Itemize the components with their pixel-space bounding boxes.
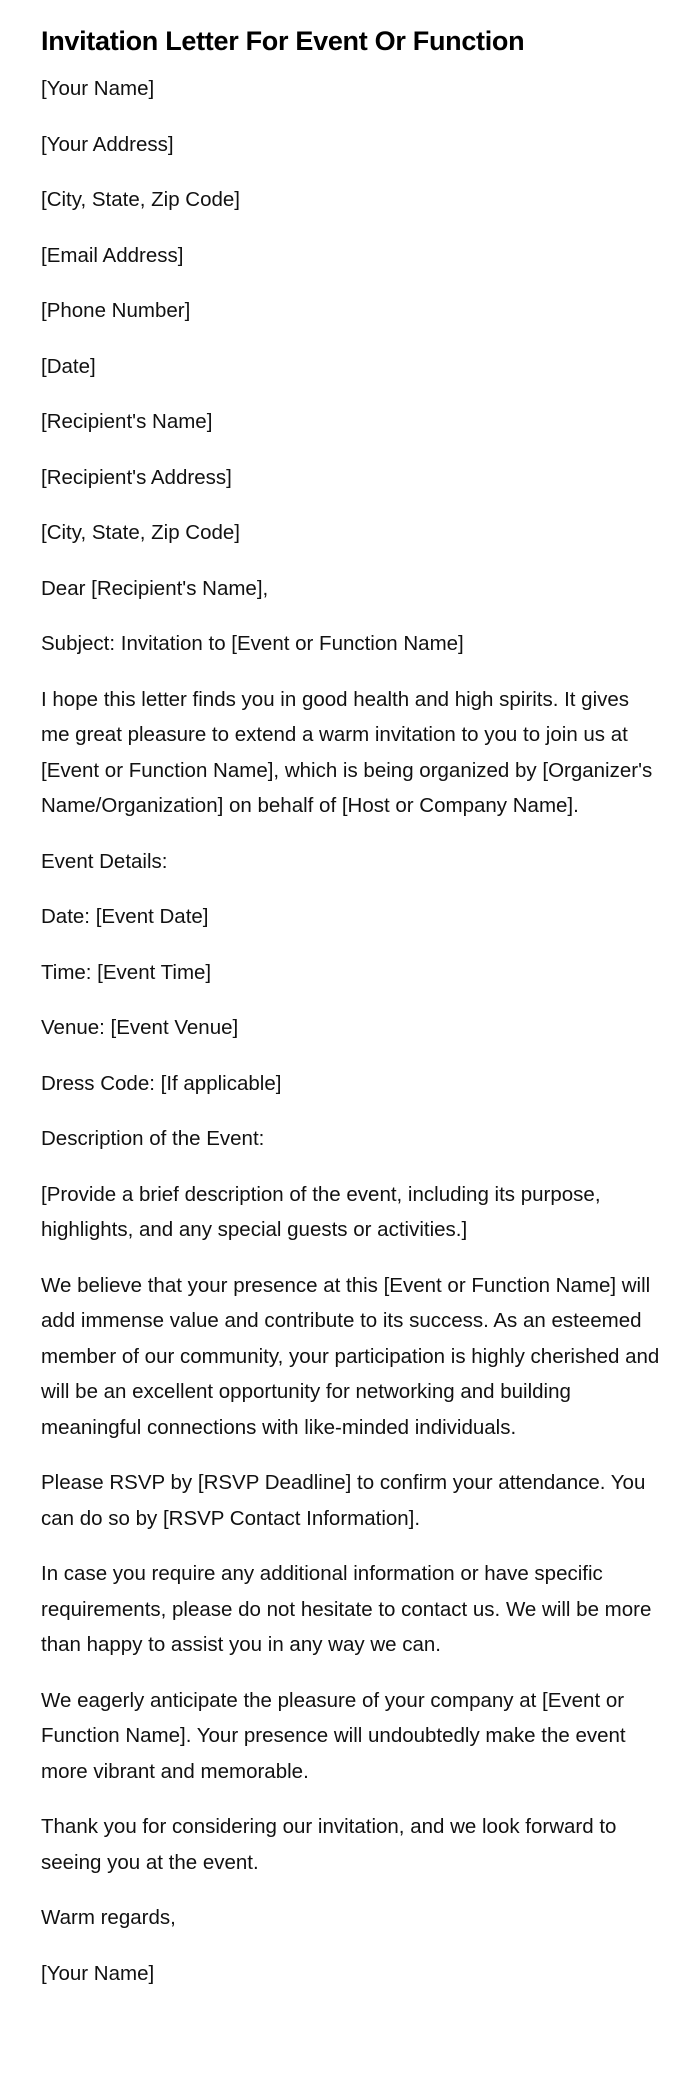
signature-name: [Your Name]: [41, 1961, 155, 1985]
recipient-name: [Recipient's Name]: [41, 410, 213, 433]
sender-address: [Your Address]: [41, 132, 174, 156]
sender-name: [Your Name]: [41, 77, 155, 100]
event-description: [Provide a brief description of the event, including its purpose, highlights, and any special guests or activities.]: [41, 1182, 601, 1241]
recipient-address: [Recipient's Address]: [41, 465, 232, 489]
body-paragraph: I hope this letter finds you in good health and high spirits. It gives me great pleasure to extend a warm invitation to you to join us at [Event or Function Name], which is being organized by [Organizer's Name/Organization] on behalf of [Host or Company Name].: [41, 687, 653, 817]
body-paragraph: We eagerly anticipate the pleasure of your company at [Event or Function Name]. Your presence will undoubtedly make the event more vibrant and memorable.: [41, 1688, 626, 1783]
subject-line: Subject: Invitation to [Event or Function Name]: [41, 632, 464, 655]
sender-email: [Email Address]: [41, 243, 184, 267]
salutation: Dear [Recipient's Name],: [41, 576, 269, 600]
closing: Warm regards,: [41, 1906, 176, 1929]
rsvp-paragraph: Please RSVP by [RSVP Deadline] to confirm your attendance. You can do so by [RSVP Contact Information].: [41, 1471, 646, 1530]
document-title: Invitation Letter For Event Or Function: [41, 26, 525, 56]
recipient-city-state-zip: [City, State, Zip Code]: [41, 521, 241, 544]
event-dress-code: Dress Code: [If applicable]: [41, 1071, 282, 1095]
event-venue: Venue: [Event Venue]: [41, 1016, 239, 1039]
letter-date: [Date]: [41, 354, 96, 378]
sender-city-state-zip: [City, State, Zip Code]: [41, 188, 241, 211]
body-paragraph: We believe that your presence at this [Event or Function Name] will add immense value and contribute to its success. As an esteemed member of our community, your participation is highly cherished and will be an excellent opportunity for networking and building meaningful connections with like-minded individuals.: [41, 1273, 660, 1439]
event-description-heading: Description of the Event:: [41, 1127, 265, 1150]
event-details-heading: Event Details:: [41, 849, 168, 873]
event-date: Date: [Event Date]: [41, 905, 209, 928]
body-paragraph: Thank you for considering our invitation, and we look forward to seeing you at the event.: [41, 1815, 617, 1874]
event-time: Time: [Event Time]: [41, 960, 212, 984]
body-paragraph: In case you require any additional information or have specific requirements, please do not hesitate to contact us. We will be more than happy to assist you in any way we can.: [41, 1562, 652, 1656]
sender-phone: [Phone Number]: [41, 299, 191, 322]
